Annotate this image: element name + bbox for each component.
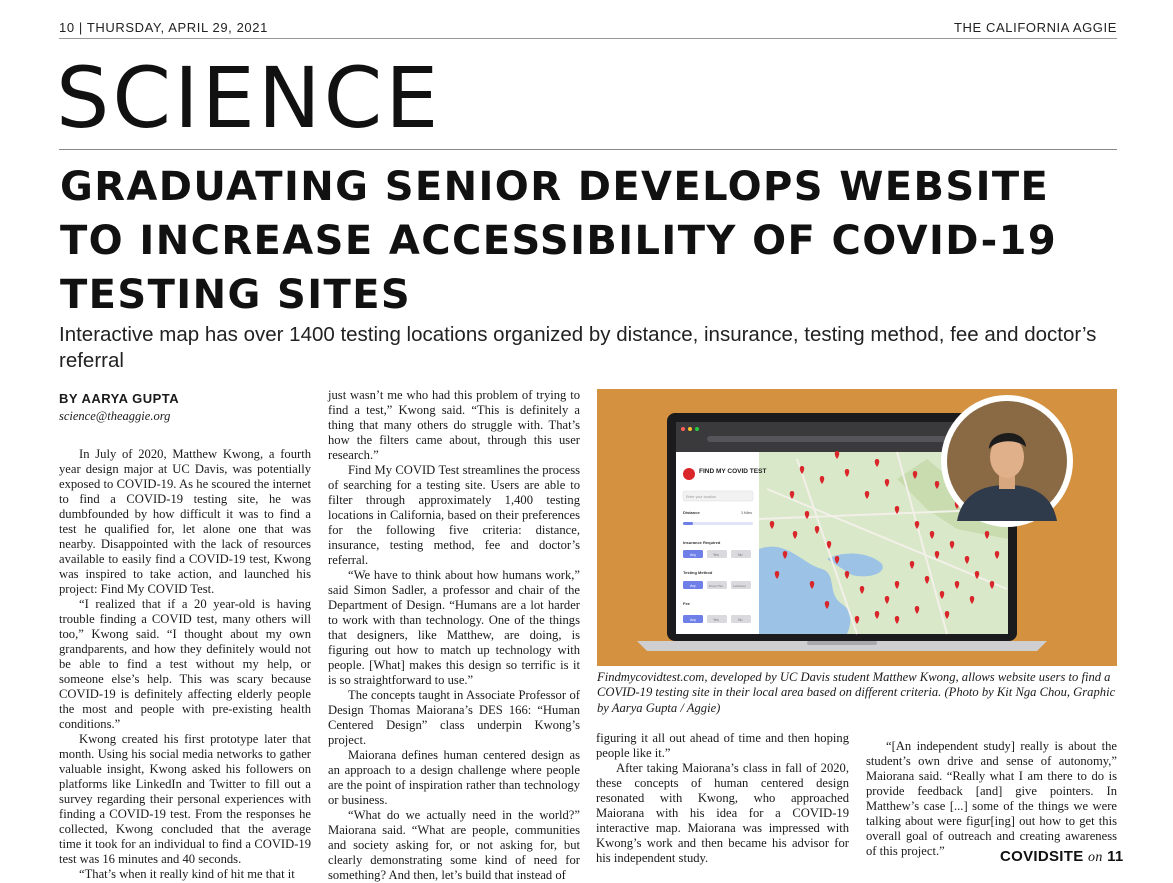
fee-label: Fee (683, 601, 690, 606)
article-column-1 (59, 447, 311, 882)
close-dot-icon (681, 427, 685, 431)
paragraph: “I realized that if a 20 year-old is having trouble finding a COVID test, many others will too,” Kwong said. “I thought about my own grandparents, and how they definitely would not be able to find a test without my help, or someone else’s help. This was scary because COVID-19 is definitely affecting elderly people the most and people with pre-existing health conditions.” (59, 597, 311, 731)
jump-label: COVIDSITE (1000, 848, 1084, 865)
folio: 10 | THURSDAY, APRIL 29, 2021 (59, 20, 268, 35)
paragraph: In July of 2020, Matthew Kwong, a fourth year design major at UC Davis, was potentially exposed to COVID-19. As he scoured the internet to find a COVID-19 testing site, he was dumbfounded by how difficult it was to find a test he qualified for, let alone one that was nearby. Disappointed with the lack of resources available to easily find a COVID-19 test, Kwong was inspired to take action, and launched his project: Find My COVID Test. (59, 447, 311, 596)
subheadline: Interactive map has over 1400 testing locations organized by distance, insurance, testing method, fee and doctor’s referral (59, 323, 1097, 372)
option-label: Yes (713, 618, 719, 622)
paragraph: “What do we actually need in the world?” Maiorana said. “What are people, communities and society asking for, or not asking for, but clearly demonstrating some kind of need for something? And then, let’s build that instead of (328, 808, 580, 882)
option-label: No (738, 553, 743, 557)
option-label: In-Person (733, 584, 747, 588)
paragraph: “[An independent study] really is about the student’s own drive and sense of autonomy,” Maiorana said. “Really what I am there to do is provide feedback [and] give pointers. In Matthew’s case [...] some of the things we were talking about were figur[ing] out how to get this overall goal of outreach and creating awareness of this project.” (866, 739, 1117, 858)
author-email: science@theaggie.org (59, 409, 171, 423)
distance-slider-track (683, 522, 753, 525)
testing-method-label: Testing Method (683, 570, 713, 575)
virus-logo-icon (683, 468, 695, 480)
photo-caption: Findmycovidtest.com, developed by UC Davis student Matthew Kwong, allows website users to find a COVID-19 testing site in their local area based on different criteria. (Photo by Kit Nga Chou, Graphic by Aarya Gupta / Aggie) (597, 670, 1116, 715)
byline: BY AARYA GUPTA (59, 391, 180, 406)
distance-label: Distance (683, 510, 700, 515)
paragraph: “We have to think about how humans work,” said Simon Sadler, a professor and chair of the Department of Design. “Humans are a lot harder to work with than technology. One of the things that designers, like Matthew, are doing, is figuring out how to match up technology with people. [What] makes this design so terrific is it is so straightforward to use.” (328, 568, 580, 687)
newspaper-name: THE CALIFORNIA AGGIE (954, 20, 1117, 35)
article-column-3 (596, 731, 849, 866)
headline-line: GRADUATING SENIOR DEVELOPS WEBSITE (60, 164, 1050, 210)
paragraph: The concepts taught in Associate Professor of Design Thomas Maiorana’s DES 166: “Human Centered Design” class underpin Kwong’s project. (328, 688, 580, 747)
headline (60, 160, 1120, 322)
fee-options (683, 615, 751, 623)
method-options (683, 581, 751, 589)
jump-page: 11 (1107, 848, 1124, 865)
distance-slider-fill (683, 522, 693, 525)
insurance-label: Insurance Required (683, 540, 721, 545)
article-photo (597, 389, 1117, 666)
laptop-illustration (597, 389, 1117, 666)
distance-value: 3 Miles (741, 511, 753, 515)
paragraph: Kwong created his first prototype later that month. Using his social media networks to gather valuable insight, Kwong asked his followers on platforms like LinkedIn and Twitter to fill out a survey regarding their personal experiences with finding a COVID-19 test. From the responses he collected, Kwong concluded that the average time it took for an individual to find a COVID-19 test was 16 minutes and 40 seconds. (59, 732, 311, 866)
paragraph: just wasn’t me who had this problem of trying to find a test,” Kwong said. “This is definitely a thing that many others do struggle with. That’s how the filters came about, through this user research.” (328, 388, 580, 462)
headline-line: TO INCREASE ACCESSIBILITY OF COVID-19 (60, 218, 1058, 264)
option-label: Any (690, 618, 697, 622)
maximize-dot-icon (695, 427, 699, 431)
laptop-notch (807, 641, 877, 645)
paragraph: Maiorana defines human centered design as an approach to a design challenge where people are the point of inspiration rather than technology or business. (328, 748, 580, 807)
section-rule (59, 149, 1117, 150)
page-header (59, 20, 1117, 38)
paragraph: Find My COVID Test streamlines the process of searching for a testing site. Users are able to filter through approximately 1,400 testing locations in California, based on their preferences for the following five criteria: distance, insurance, testing method, fee and doctor’s referral. (328, 463, 580, 567)
option-label: Yes (713, 553, 719, 557)
minimize-dot-icon (688, 427, 692, 431)
continued-on-jump[interactable] (1000, 848, 1124, 866)
headline-line: TESTING SITES (60, 272, 412, 318)
option-label: Any (690, 584, 696, 588)
article-column-2 (328, 388, 580, 883)
article-column-4 (866, 739, 1117, 859)
paragraph: figuring it all out ahead of time and then hoping people like it.” (596, 731, 849, 760)
app-title-line: FIND MY COVID TEST (699, 468, 767, 475)
section-title: SCIENCE (56, 49, 442, 147)
option-label: No (738, 618, 743, 622)
location-search-placeholder: Enter your location (686, 495, 716, 499)
option-label: Any (690, 553, 697, 557)
paragraph: After taking Maiorana’s class in fall of 2020, these concepts of human centered design resonated with Kwong, who approached Maiorana with his idea for a COVID-19 interactive map. Maiorana was impressed with Kwong’s work and then became his advisor for his independent study. (596, 761, 849, 865)
option-label: Drive-Thru (709, 584, 724, 588)
address-bar (707, 436, 957, 442)
jump-on: on (1088, 850, 1103, 865)
header-rule (59, 38, 1117, 39)
insurance-options (683, 550, 751, 558)
paragraph: “That’s when it really kind of hit me that it (79, 867, 295, 881)
